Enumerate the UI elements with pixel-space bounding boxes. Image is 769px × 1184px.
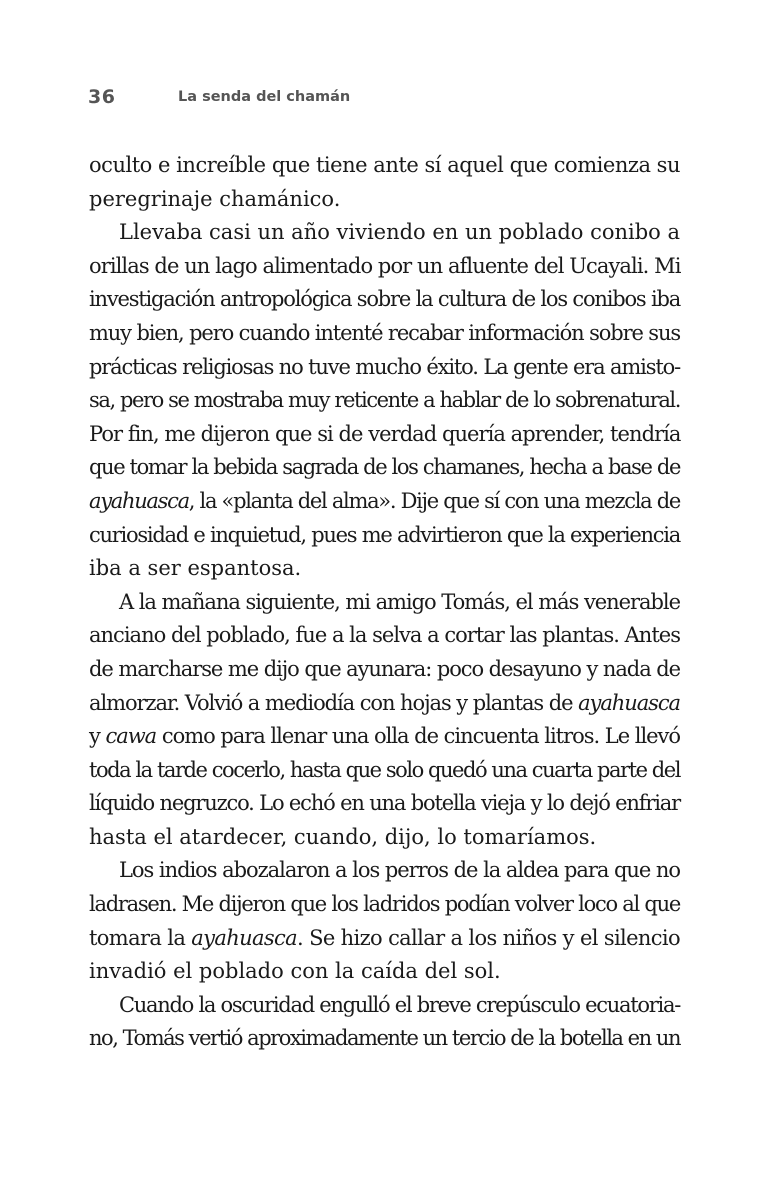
text-segment: . Se hizo callar a los niños y el silencio <box>297 925 680 950</box>
italic-text: cawa <box>105 724 157 749</box>
text-line <box>89 989 680 1023</box>
text-line <box>89 754 680 788</box>
text-line <box>89 720 680 754</box>
text-segment: toda la tarde cocerlo, hasta que solo quedó una cuarta parte del <box>89 757 681 782</box>
running-title: La senda del chamán <box>178 89 351 105</box>
text-segment: y <box>89 724 106 749</box>
text-line <box>89 955 680 989</box>
text-line <box>89 519 680 553</box>
text-segment: iba a ser espantosa. <box>89 556 302 581</box>
text-line <box>89 1022 680 1056</box>
text-line <box>89 854 680 888</box>
text-segment: peregrinaje chamánico. <box>89 186 341 211</box>
text-line <box>89 485 680 519</box>
text-segment: como para llenar una olla de cincuenta litros. Le llevó <box>156 724 681 749</box>
text-segment: A la mañana siguiente, mi amigo Tomás, el más venerable <box>119 589 680 614</box>
text-segment: almorzar. Volvió a mediodía con hojas y plantas de <box>89 690 579 715</box>
page-number: 36 <box>88 86 116 108</box>
text-segment: prácticas religiosas no tuve mucho éxito. La gente era amisto- <box>89 354 681 379</box>
text-segment: oculto e increíble que tiene ante sí aquel que comienza su <box>89 153 681 177</box>
text-segment: , la «planta del alma». Dije que sí con una mezcla de <box>188 488 680 513</box>
italic-text: ayahuasca <box>191 925 298 950</box>
text-segment: muy bien, pero cuando intenté recabar información sobre sus <box>89 320 680 345</box>
text-segment: hasta el atardecer, cuando, dijo, lo tomaríamos. <box>89 824 597 849</box>
text-segment: Los indios abozalaron a los perros de la aldea para que no <box>119 858 681 883</box>
text-line <box>89 787 680 821</box>
text-segment: curiosidad e inquietud, pues me advirtieron que la experiencia <box>89 522 680 547</box>
text-line <box>89 586 680 620</box>
text-line <box>89 687 680 721</box>
body-text <box>89 149 680 1056</box>
text-segment: invadió el poblado con la caída del sol. <box>89 959 501 984</box>
text-line <box>89 653 680 687</box>
text-line <box>89 619 680 653</box>
text-segment: no, Tomás vertió aproximadamente un tercio de la botella en un <box>89 1026 680 1051</box>
text-line <box>89 283 680 317</box>
text-segment: anciano del poblado, fue a la selva a cortar las plantas. Antes <box>89 623 680 648</box>
text-line <box>89 451 680 485</box>
text-line <box>89 250 680 284</box>
text-segment: de marcharse me dijo que ayunara: poco desayuno y nada de <box>89 656 680 681</box>
italic-text: ayahuasca <box>578 690 680 715</box>
text-segment: tomara la <box>89 925 192 950</box>
text-segment: que tomar la bebida sagrada de los chamanes, hecha a base de <box>89 455 680 480</box>
text-line <box>89 149 680 183</box>
text-line <box>89 384 680 418</box>
text-segment: Cuando la oscuridad engulló el breve crepúsculo ecuatoria- <box>119 992 681 1017</box>
italic-text: ayahuasca <box>89 488 189 513</box>
text-line <box>89 183 680 217</box>
text-line <box>89 922 680 956</box>
text-segment: investigación antropológica sobre la cultura de los conibos iba <box>89 287 681 312</box>
text-line <box>89 552 680 586</box>
text-line <box>89 317 680 351</box>
text-line <box>89 821 680 855</box>
text-line <box>89 888 680 922</box>
text-segment: orillas de un lago alimentado por un afluente del Ucayali. Mi <box>89 253 681 278</box>
text-segment: ladrasen. Me dijeron que los ladridos podían volver loco al que <box>89 892 681 917</box>
text-line <box>89 216 680 250</box>
text-segment: Por fin, me dijeron que si de verdad quería aprender, tendría <box>89 421 681 446</box>
text-segment: líquido negruzco. Lo echó en una botella vieja y lo dejó enfriar <box>89 791 680 816</box>
text-segment: Llevaba casi un año viviendo en un poblado conibo a <box>119 220 680 245</box>
text-line <box>89 351 680 385</box>
text-segment: sa, pero se mostraba muy reticente a hablar de lo sobrenatural. <box>89 388 680 413</box>
text-line <box>89 418 680 452</box>
